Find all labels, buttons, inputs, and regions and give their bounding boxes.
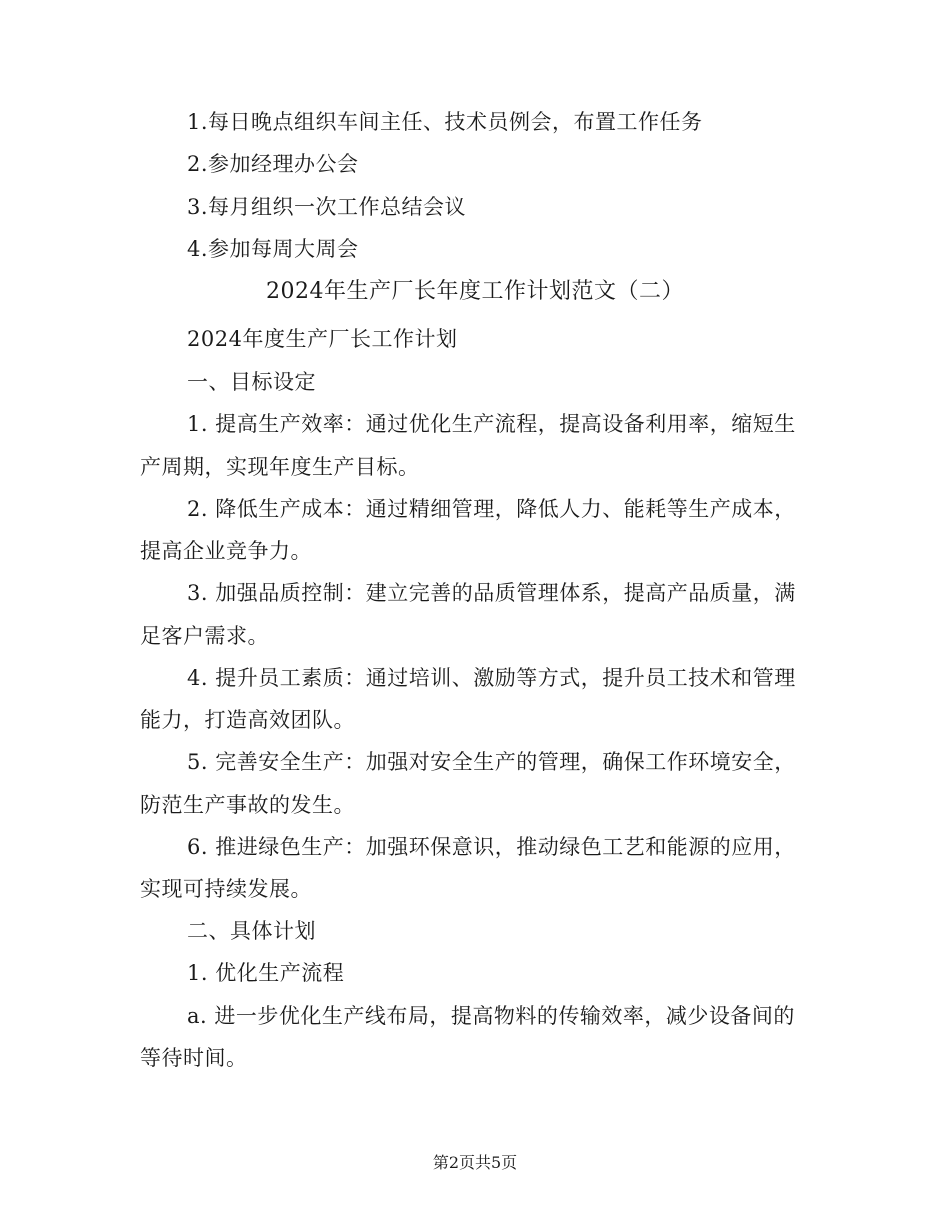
meeting-item-4: 4.参加每周大周会: [187, 237, 359, 261]
page-indicator: 第2页共5页: [432, 1153, 518, 1172]
plan-1a-line-2: 等待时间。: [140, 1046, 248, 1070]
section-heading-goals: 一、目标设定: [187, 370, 316, 394]
meeting-item-1: 1.每日晚点组织车间主任、技术员例会，布置工作任务: [187, 110, 703, 134]
goal-2-line-2: 提高企业竞争力。: [140, 539, 312, 563]
goal-3-line-2: 足客户需求。: [140, 624, 269, 648]
goal-4-line-2: 能力，打造高效团队。: [140, 708, 355, 732]
plan-1a-line-1: a. 进一步优化生产线布局，提高物料的传输效率，减少设备间的: [187, 1004, 795, 1028]
meeting-item-3: 3.每月组织一次工作总结会议: [187, 195, 467, 219]
goal-1-line-1: 1. 提高生产效率：通过优化生产流程，提高设备利用率，缩短生: [187, 412, 796, 436]
goal-5-line-1: 5. 完善安全生产：加强对安全生产的管理，确保工作环境安全，: [187, 750, 796, 774]
meeting-item-2: 2.参加经理办公会: [187, 152, 359, 176]
goal-3-line-1: 3. 加强品质控制：建立完善的品质管理体系，提高产品质量，满: [187, 581, 796, 605]
section-heading-plans: 二、具体计划: [187, 919, 316, 943]
plan-1-heading: 1. 优化生产流程: [187, 961, 345, 985]
goal-5-line-2: 防范生产事故的发生。: [140, 793, 355, 817]
goal-2-line-1: 2. 降低生产成本：通过精细管理，降低人力、能耗等生产成本，: [187, 497, 796, 521]
document-title: 2024年生产厂长年度工作计划范文（二）: [266, 279, 684, 304]
document-subtitle: 2024年度生产厂长工作计划: [187, 327, 458, 351]
goal-1-line-2: 产周期，实现年度生产目标。: [140, 455, 420, 479]
goal-6-line-2: 实现可持续发展。: [140, 877, 312, 901]
goal-4-line-1: 4. 提升员工素质：通过培训、激励等方式，提升员工技术和管理: [187, 666, 796, 690]
goal-6-line-1: 6. 推进绿色生产：加强环保意识，推动绿色工艺和能源的应用，: [187, 835, 796, 859]
